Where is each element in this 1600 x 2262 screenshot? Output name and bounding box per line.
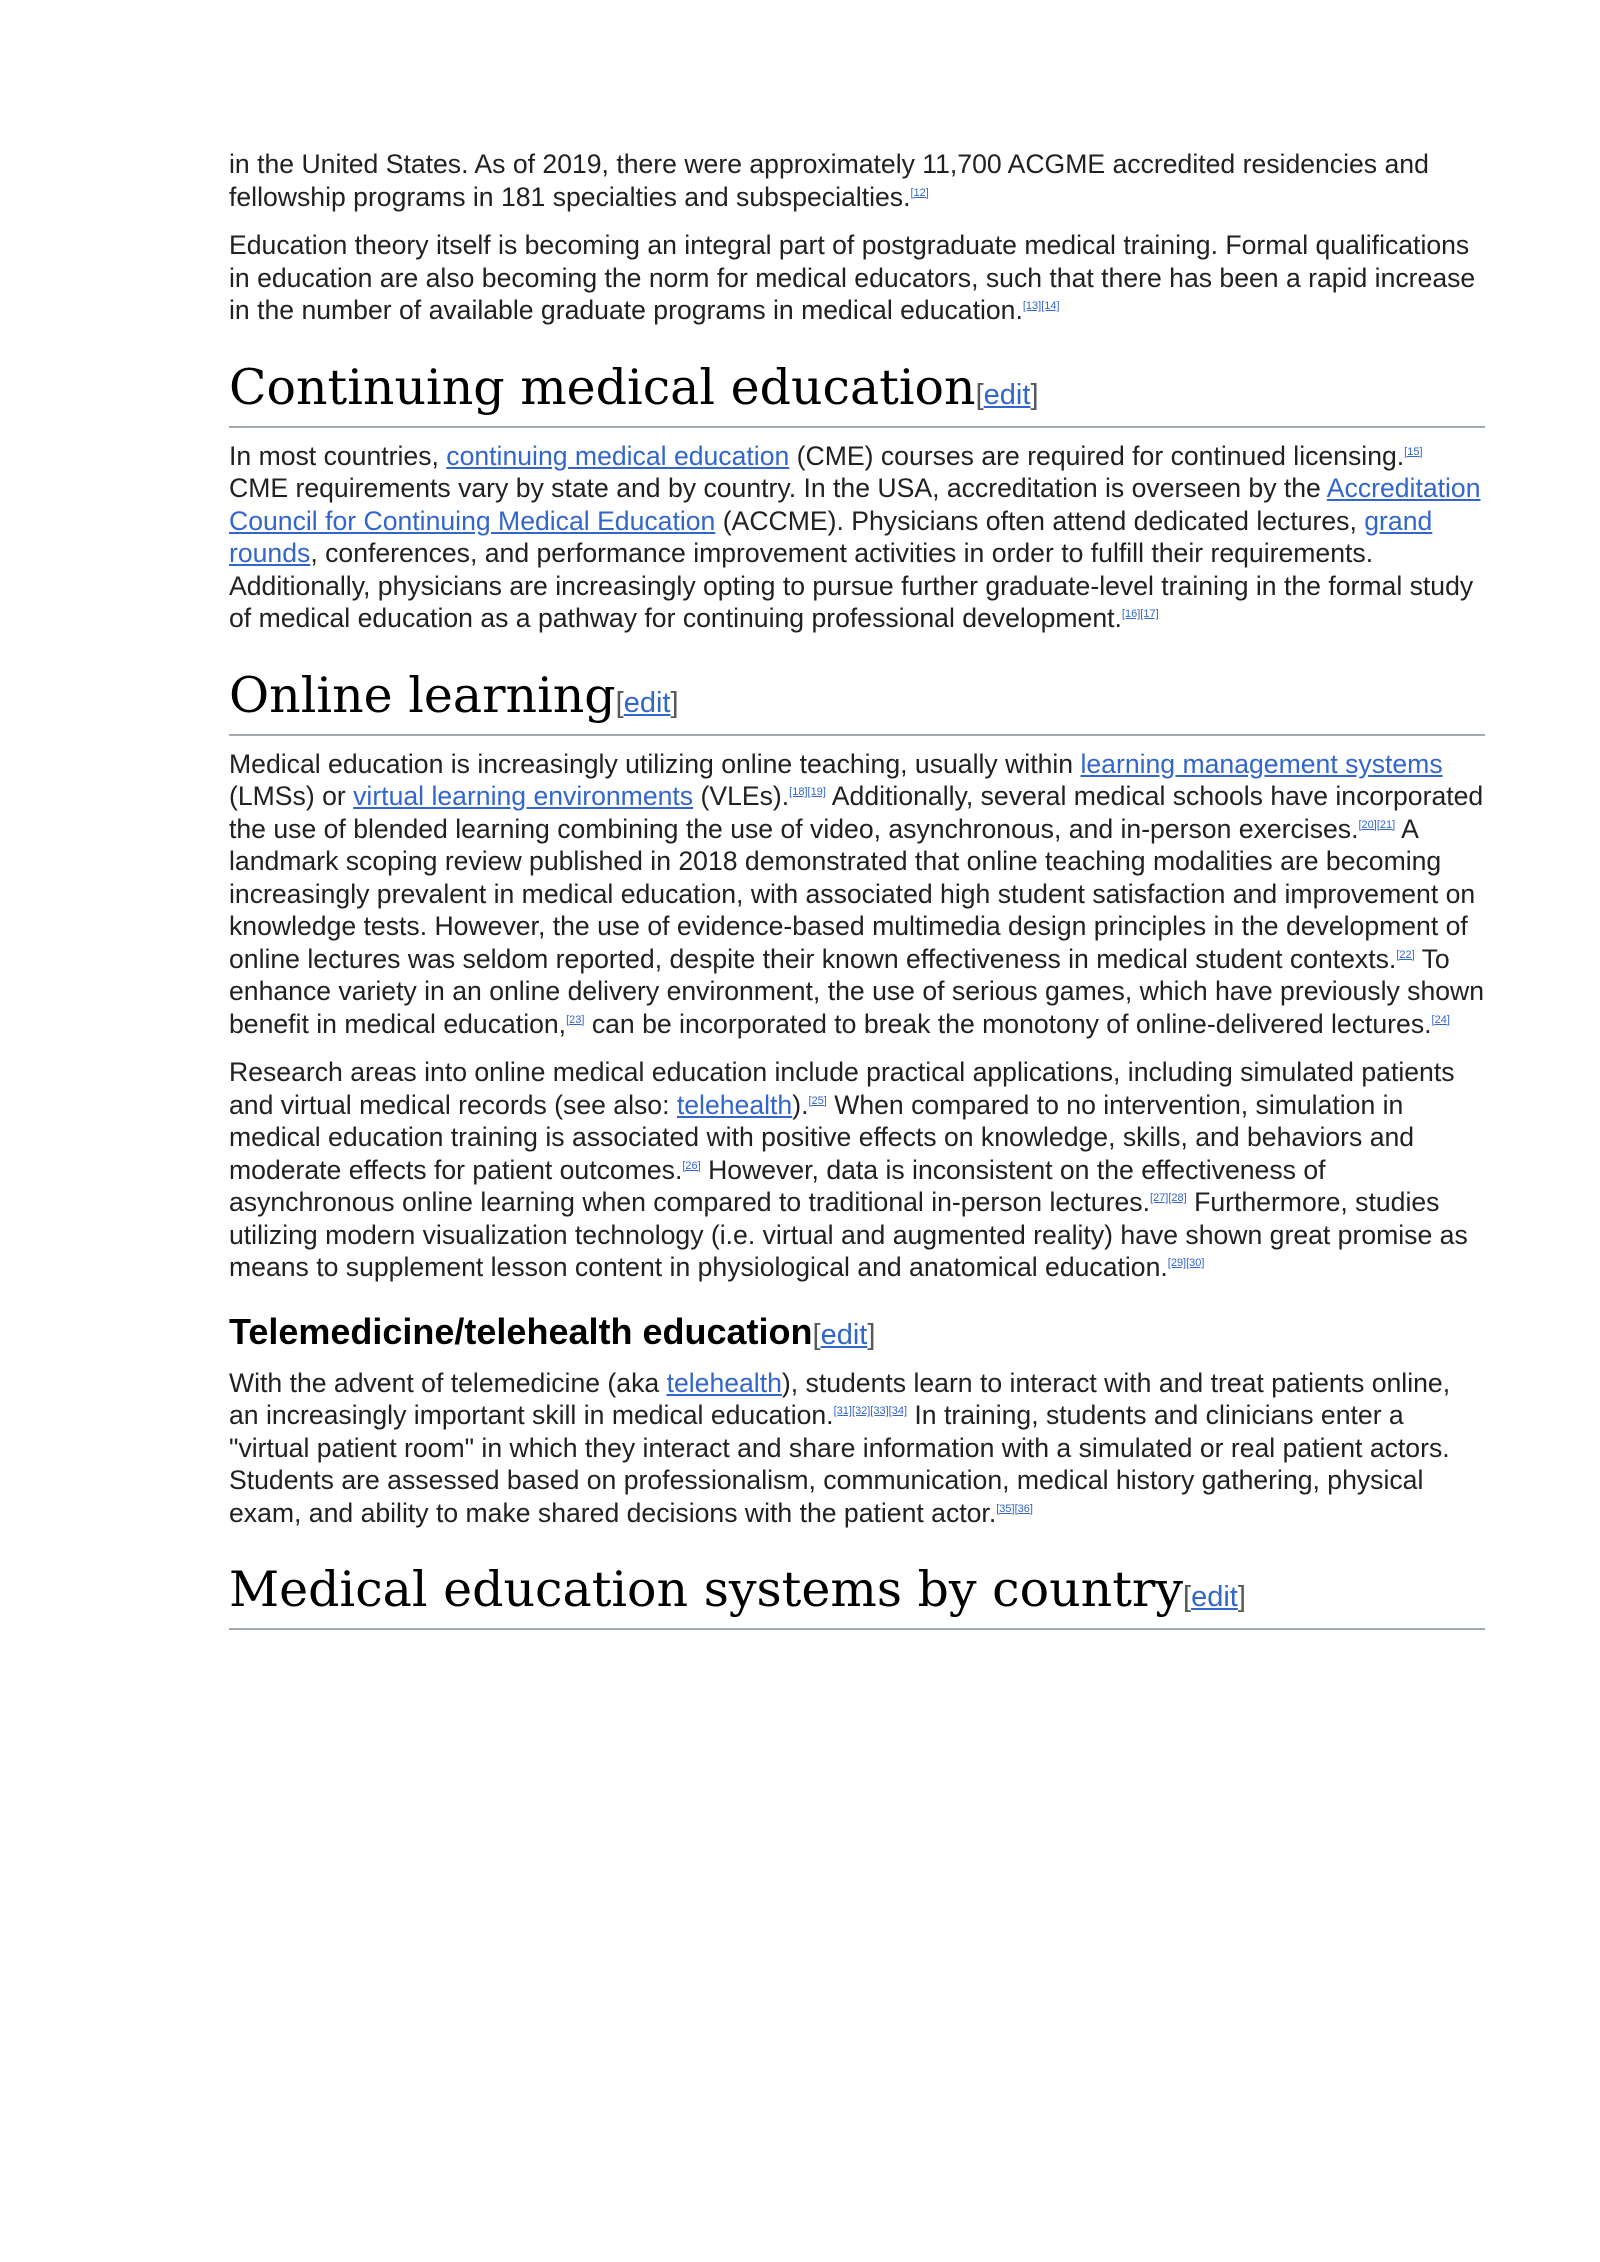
paragraph-education-theory: Education theory itself is becoming an integral part of postgraduate medical training. Formal qualifications in education are also becoming the norm for medical educators, such that there has been a rapid increase in the number of available graduate programs in medical education.[13][14] xyxy=(229,230,1476,325)
edit-section-link: [edit] xyxy=(615,686,679,719)
edit-link[interactable]: edit xyxy=(623,686,671,719)
citation[interactable]: [18] xyxy=(789,786,808,799)
paragraph-telemedicine: With the advent of telemedicine (aka telehealth), students learn to interact with and treat patients online, an increasingly important skill in medical education.[31][32][33][34] In training, students and clinicians enter a "virtual patient room" in which they interact and share information with a simulated or real patient actors. Students are assessed based on professionalism, communication, medical history gathering, physical exam, and ability to make shared decisions with the patient actor.[35][36] xyxy=(229,1367,1451,1528)
link-grand-rounds[interactable]: grand rounds xyxy=(229,505,1433,568)
citation[interactable]: [32] xyxy=(851,1405,871,1418)
link-virtual-learning-environments[interactable]: virtual learning environments xyxy=(353,781,694,811)
citation[interactable]: [25] xyxy=(808,1094,827,1107)
citation[interactable]: [36] xyxy=(1014,1502,1033,1515)
citation[interactable]: [35] xyxy=(996,1502,1015,1515)
citation[interactable]: [24] xyxy=(1431,1013,1450,1026)
citation[interactable]: [27] xyxy=(1149,1192,1169,1205)
link-accme[interactable]: Accreditation Council for Continuing Medical Education xyxy=(229,473,1481,536)
citation[interactable]: [22] xyxy=(1396,948,1415,961)
citation[interactable]: [16] xyxy=(1121,608,1141,621)
paragraph-online-1: Medical education is increasingly utilizing online teaching, usually within learning management systems (LMSs) or virtual learning environments (VLEs).[18][19] Additionally, several medical schools have incorporated the use of blended learning combining the use of video, asynchronous, and in-person exercises.[20][21] A landmark scoping review published in 2018 demonstrated that online teaching modalities are becoming increasingly prevalent in medical education, with associated high student satisfaction and improvement on knowledge tests. However, the use of evidence-based multimedia design principles in the development of online lectures was seldom reported, despite their known effectiveness in medical student contexts.[22] To enhance variety in an online delivery environment, the use of serious games, which have previously shown benefit in medical education,[23] can be incorporated to break the monotony of online-delivered lectures.[24] xyxy=(229,748,1485,1039)
citation[interactable]: [33] xyxy=(870,1405,889,1418)
citation[interactable]: [12] xyxy=(910,186,929,199)
heading-online-learning: Online learning[edit] xyxy=(229,667,1485,736)
citation[interactable]: [19] xyxy=(807,786,826,799)
link-learning-management-systems[interactable]: learning management systems xyxy=(1080,748,1443,779)
citation[interactable]: [28] xyxy=(1168,1192,1187,1205)
citation[interactable]: [31] xyxy=(833,1405,852,1418)
citation[interactable]: [15] xyxy=(1404,445,1423,458)
citation[interactable]: [29] xyxy=(1167,1257,1187,1270)
citation[interactable]: [13] xyxy=(1022,300,1042,313)
edit-link[interactable]: edit xyxy=(820,1318,868,1351)
link-continuing-medical-education[interactable]: continuing medical education xyxy=(446,440,790,471)
edit-section-link: [edit] xyxy=(1183,1581,1246,1613)
heading-medical-education-systems-by-country: Medical education systems by country[edit] xyxy=(229,1561,1485,1630)
edit-link[interactable]: edit xyxy=(1191,1581,1238,1613)
citation[interactable]: [20] xyxy=(1358,818,1377,831)
article-content xyxy=(229,148,1485,1642)
citation[interactable]: [23] xyxy=(566,1013,585,1026)
heading-telemedicine-education: Telemedicine/telehealth education[edit] xyxy=(229,1310,876,1352)
paragraph-online-2: Research areas into online medical education include practical applications, including simulated patients and virtual medical records (see also: telehealth).[25] When compared to no intervention, simulation in medical education training is associated with positive effects on knowledge, skills, and behaviors and moderate effects for patient outcomes.[26] However, data is inconsistent on the effectiveness of asynchronous online learning when compared to traditional in-person lectures.[27][28] Furthermore, studies utilizing modern visualization technology (i.e. virtual and augmented reality) have shown great promise as means to supplement lesson content in physiological and anatomical education.[29][30] xyxy=(229,1057,1468,1282)
edit-section-link: [edit] xyxy=(812,1318,876,1351)
citation[interactable]: [21] xyxy=(1376,818,1396,831)
paragraph-acgme: in the United States. As of 2019, there were approximately 11,700 ACGME accredited residencies and fellowship programs in 181 specialties and subspecialties.[12] xyxy=(229,149,1429,212)
citation[interactable]: [26] xyxy=(682,1159,701,1172)
citation[interactable]: [34] xyxy=(888,1405,908,1418)
link-telehealth[interactable]: telehealth xyxy=(676,1089,793,1120)
edit-link[interactable]: edit xyxy=(983,378,1031,411)
link-telehealth[interactable]: telehealth xyxy=(666,1367,782,1398)
heading-continuing-medical-education: Continuing medical education[edit] xyxy=(229,359,1485,428)
citation[interactable]: [30] xyxy=(1186,1257,1205,1270)
paragraph-cme: In most countries, continuing medical education (CME) courses are required for continued licensing.[15] CME requirements vary by state and by country. In the USA, accreditation is overseen by the Accreditation Council for Continuing Medical Education (ACCME). Physicians often attend dedicated lectures, grand rounds, conferences, and performance improvement activities in order to fulfill their requirements. Additionally, physicians are increasingly opting to pursue further graduate-level training in the formal study of medical education as a pathway for continuing professional development.[16][17] xyxy=(229,440,1481,633)
edit-section-link: [edit] xyxy=(975,378,1039,411)
citation[interactable]: [14] xyxy=(1041,300,1060,313)
citation[interactable]: [17] xyxy=(1140,608,1159,621)
